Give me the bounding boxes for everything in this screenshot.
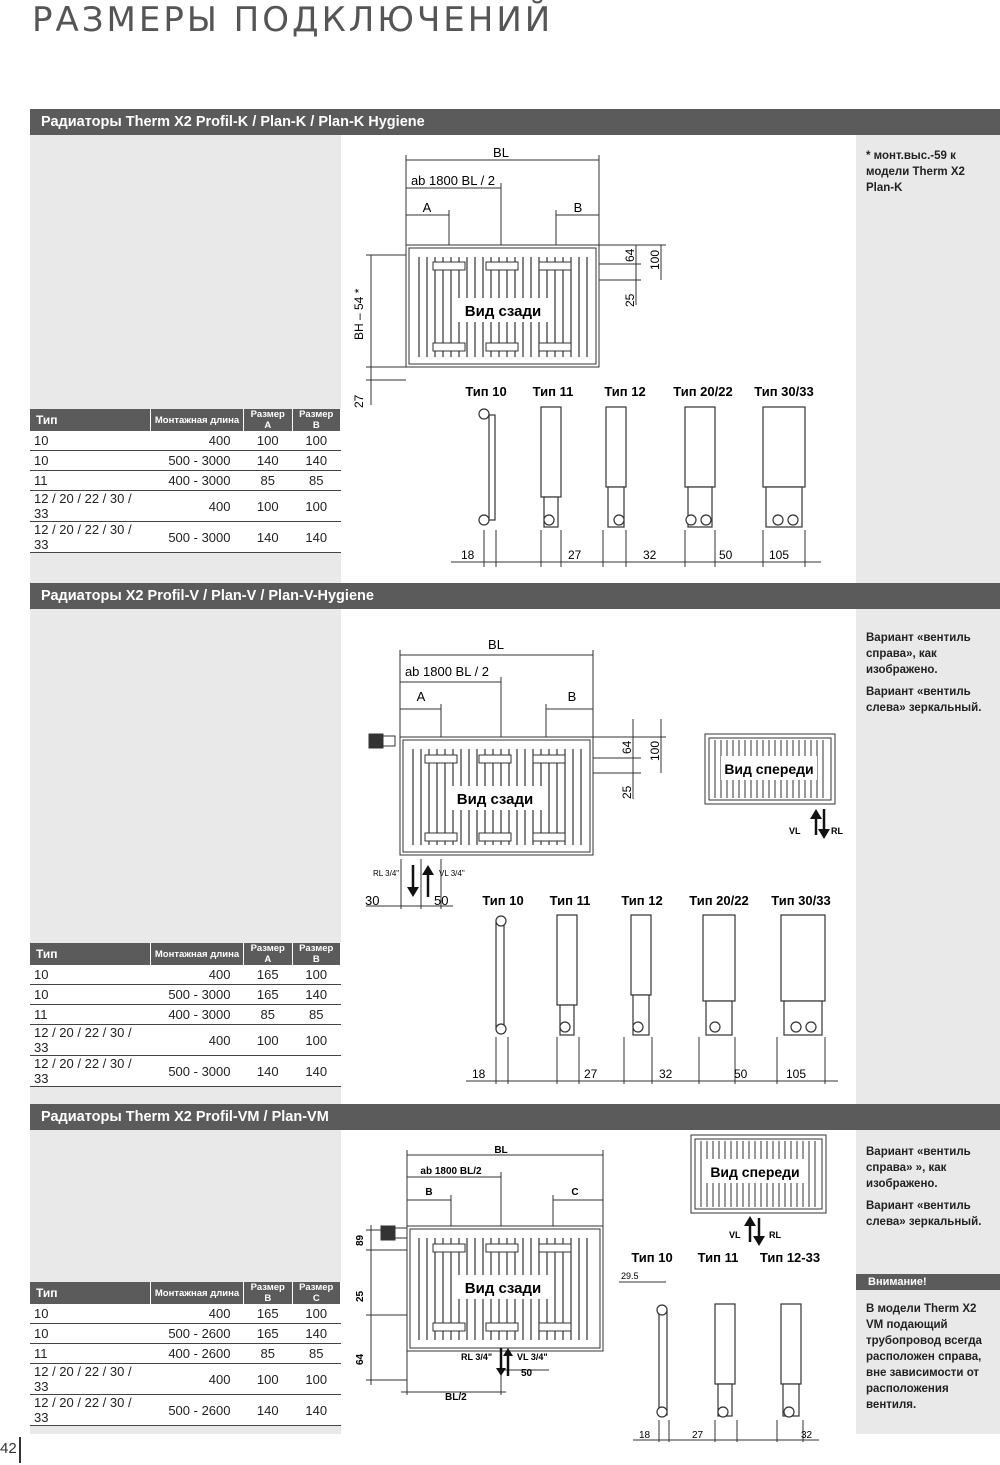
cell: 400 - 3000	[151, 471, 244, 491]
dim-50: 50	[434, 893, 449, 908]
note-text: Вариант «вентиль слева» зеркальный.	[866, 1200, 982, 1228]
depth-label: 105	[769, 548, 790, 562]
cell: 400	[151, 1364, 244, 1395]
cell: 400 - 2600	[151, 1344, 244, 1364]
depth-label: 27	[568, 548, 582, 562]
depth-label: 50	[719, 548, 733, 562]
dim-b: B	[567, 689, 577, 704]
section-header-profil-k: Радиаторы Therm X2 Profil-K / Plan-K / Plan-K Hygiene	[30, 109, 1000, 135]
col-header-size-b: Размер B	[292, 943, 341, 965]
dim-30: 30	[365, 893, 380, 908]
table-row	[30, 1056, 341, 1087]
table-row	[30, 985, 341, 1005]
cell: 85	[244, 471, 293, 491]
table-row	[30, 451, 341, 471]
note-text: * монт.выс.-59 к модели Therm X2 Plan-K	[866, 150, 965, 194]
front-view-label: Вид спереди	[710, 1164, 800, 1180]
table-row	[30, 491, 341, 522]
type-label: Тип 11	[697, 1250, 739, 1265]
cell: 500 - 3000	[151, 985, 244, 1005]
cell: 400	[151, 965, 244, 985]
cell: 500 - 3000	[151, 451, 244, 471]
label-vl: VL	[729, 1230, 741, 1240]
cell: 11	[30, 1344, 151, 1364]
table-row	[30, 431, 341, 451]
dim-64: 64	[623, 248, 637, 262]
type-label: Тип 30/33	[771, 893, 831, 908]
table-row	[30, 1344, 341, 1364]
dim-89: 89	[355, 1234, 366, 1246]
page-number-divider	[19, 1437, 21, 1463]
attention-header: Внимание!	[856, 1274, 1000, 1290]
cell: 140	[244, 1056, 293, 1087]
cell: 140	[292, 451, 341, 471]
depth-label: 18	[472, 1067, 486, 1081]
cell: 100	[244, 1025, 293, 1056]
table-row	[30, 965, 341, 985]
type-label: Тип 10	[631, 1250, 673, 1265]
cell: 400	[151, 491, 244, 522]
depth-label: 18	[461, 548, 475, 562]
cell: 500 - 3000	[151, 1056, 244, 1087]
type-label: Тип 11	[549, 893, 591, 908]
dim-a: A	[416, 689, 426, 704]
cell: 12 / 20 / 22 / 30 / 33	[30, 1025, 151, 1056]
spec-table-profil-k	[30, 409, 341, 553]
cell: 12 / 20 / 22 / 30 / 33	[30, 1395, 151, 1426]
dim-b: B	[573, 200, 583, 215]
spec-table-profil-v	[30, 943, 341, 1087]
dim-c: C	[571, 1187, 579, 1198]
cell: 10	[30, 451, 151, 471]
cell: 10	[30, 985, 151, 1005]
page-number: 42	[0, 1440, 17, 1457]
diagram-profil-vm	[341, 1130, 856, 1440]
section-1-note	[866, 148, 996, 202]
dim-25: 25	[355, 1290, 366, 1302]
col-header-length: Монтажная длина	[151, 1282, 244, 1304]
label-vl: VL	[789, 826, 801, 836]
cell: 85	[244, 1005, 293, 1025]
type-label: Тип 10	[465, 384, 507, 399]
dim-bl2: BL/2	[445, 1392, 467, 1403]
diagram-profil-k	[341, 135, 856, 583]
col-header-size-a: Размер A	[244, 943, 293, 965]
cell: 12 / 20 / 22 / 30 / 33	[30, 1056, 151, 1087]
front-view-label: Вид спереди	[724, 761, 814, 777]
type-label: Тип 30/33	[754, 384, 814, 399]
page-title: РАЗМЕРЫ ПОДКЛЮЧЕНИЙ	[32, 0, 554, 40]
cell: 12 / 20 / 22 / 30 / 33	[30, 1364, 151, 1395]
cell: 100	[292, 965, 341, 985]
dim-ab: ab 1800 BL/2	[420, 1166, 482, 1177]
type-label: Тип 12-33	[759, 1250, 821, 1265]
cell: 500 - 3000	[151, 522, 244, 553]
attention-text-box	[866, 1301, 996, 1419]
cell: 165	[244, 1304, 293, 1324]
label-rl: RL	[831, 826, 843, 836]
dim-29-5: 29.5	[621, 1271, 639, 1281]
table-row	[30, 522, 341, 553]
cell: 11	[30, 471, 151, 491]
label-rl: RL	[769, 1230, 781, 1240]
col-header-type: Тип	[30, 409, 151, 431]
label-vl34: VL 3/4"	[439, 869, 465, 878]
label-rl34: RL 3/4"	[373, 869, 400, 878]
section-3-note	[866, 1144, 996, 1236]
depth-label: 27	[692, 1430, 704, 1441]
type-label: Тип 20/22	[673, 384, 733, 399]
cell: 140	[292, 985, 341, 1005]
type-label: Тип 10	[482, 893, 524, 908]
label-vl34: VL 3/4"	[517, 1352, 548, 1362]
type-label: Тип 20/22	[689, 893, 749, 908]
col-header-type: Тип	[30, 943, 151, 965]
depth-label: 105	[786, 1067, 807, 1081]
cell: 400	[151, 1304, 244, 1324]
cell: 140	[292, 522, 341, 553]
col-header-size-a: Размер A	[244, 409, 293, 431]
section-header-profil-vm: Радиаторы Therm X2 Profil-VM / Plan-VM	[30, 1104, 1000, 1130]
cell: 85	[244, 1344, 293, 1364]
attention-text: В модели Therm X2 VM подающий трубопровод всегда расположен справа, вне зависимости от расположения вентиля.	[866, 1303, 982, 1411]
view-label: Вид сзади	[464, 303, 542, 320]
note-text: Вариант «вентиль слева» зеркальный.	[866, 686, 982, 714]
note-text: Вариант «вентиль справа», как изображено.	[866, 632, 971, 676]
depth-label: 32	[659, 1067, 673, 1081]
dim-25: 25	[620, 785, 634, 799]
cell: 500 - 2600	[151, 1324, 244, 1344]
dim-64: 64	[620, 740, 634, 754]
dim-a: A	[422, 200, 432, 215]
cell: 100	[292, 431, 341, 451]
col-header-size-b: Размер B	[244, 1282, 293, 1304]
col-header-size-c: Размер C	[292, 1282, 341, 1304]
cell: 140	[244, 522, 293, 553]
type-label: Тип 12	[604, 384, 646, 399]
dim-b: B	[425, 1187, 433, 1198]
section-2-note	[866, 630, 996, 722]
depth-label: 32	[801, 1430, 813, 1441]
cell: 12 / 20 / 22 / 30 / 33	[30, 491, 151, 522]
dim-bh: BH – 54 *	[352, 288, 366, 340]
cell: 100	[244, 491, 293, 522]
dim-64: 64	[355, 1353, 366, 1365]
depth-label: 27	[584, 1067, 598, 1081]
dim-bl: BL	[494, 1145, 508, 1156]
table-row	[30, 1395, 341, 1426]
dim-bl: BL	[488, 637, 504, 652]
dim-ab: ab 1800 BL / 2	[410, 173, 496, 188]
col-header-type: Тип	[30, 1282, 151, 1304]
dim-100: 100	[648, 740, 662, 761]
depth-label: 32	[643, 548, 657, 562]
dim-25: 25	[623, 293, 637, 307]
cell: 140	[292, 1395, 341, 1426]
cell: 140	[244, 1395, 293, 1426]
cell: 140	[292, 1056, 341, 1087]
table-row	[30, 471, 341, 491]
cell: 165	[244, 1324, 293, 1344]
cell: 100	[292, 1364, 341, 1395]
dim-27: 27	[352, 394, 366, 408]
cell: 10	[30, 1304, 151, 1324]
type-label: Тип 11	[532, 384, 574, 399]
cell: 85	[292, 1005, 341, 1025]
col-header-length: Монтажная длина	[151, 409, 244, 431]
cell: 10	[30, 431, 151, 451]
cell: 100	[292, 1025, 341, 1056]
dim-bl: BL	[493, 145, 509, 160]
cell: 10	[30, 1324, 151, 1344]
cell: 100	[244, 431, 293, 451]
type-label: Тип 12	[621, 893, 663, 908]
cell: 400	[151, 1025, 244, 1056]
col-header-length: Монтажная длина	[151, 943, 244, 965]
cell: 165	[244, 985, 293, 1005]
section-1-right-panel	[856, 135, 1000, 583]
col-header-size-b: Размер B	[292, 409, 341, 431]
cell: 400 - 3000	[151, 1005, 244, 1025]
dim-100: 100	[648, 249, 662, 270]
cell: 100	[292, 491, 341, 522]
view-label: Вид сзади	[464, 1280, 542, 1297]
dim-50: 50	[521, 1368, 533, 1379]
depth-label: 50	[734, 1067, 748, 1081]
cell: 165	[244, 965, 293, 985]
cell: 500 - 2600	[151, 1395, 244, 1426]
diagram-profil-v	[341, 609, 856, 1104]
label-rl34: RL 3/4"	[461, 1352, 493, 1362]
view-label: Вид сзади	[456, 791, 534, 808]
note-text: Вариант «вентиль справа» », как изображено.	[866, 1146, 971, 1190]
cell: 11	[30, 1005, 151, 1025]
depth-label: 18	[639, 1430, 651, 1441]
cell: 12 / 20 / 22 / 30 / 33	[30, 522, 151, 553]
cell: 140	[244, 451, 293, 471]
section-header-profil-v: Радиаторы X2 Profil-V / Plan-V / Plan-V-Hygiene	[30, 583, 1000, 609]
cell: 400	[151, 431, 244, 451]
cell: 10	[30, 965, 151, 985]
cell: 85	[292, 1344, 341, 1364]
table-row	[30, 1364, 341, 1395]
table-row	[30, 1025, 341, 1056]
table-row	[30, 1304, 341, 1324]
cell: 140	[292, 1324, 341, 1344]
cell: 85	[292, 471, 341, 491]
table-row	[30, 1324, 341, 1344]
cell: 100	[292, 1304, 341, 1324]
cell: 100	[244, 1364, 293, 1395]
dim-ab: ab 1800 BL / 2	[404, 664, 490, 679]
table-row	[30, 1005, 341, 1025]
spec-table-profil-vm	[30, 1282, 341, 1426]
